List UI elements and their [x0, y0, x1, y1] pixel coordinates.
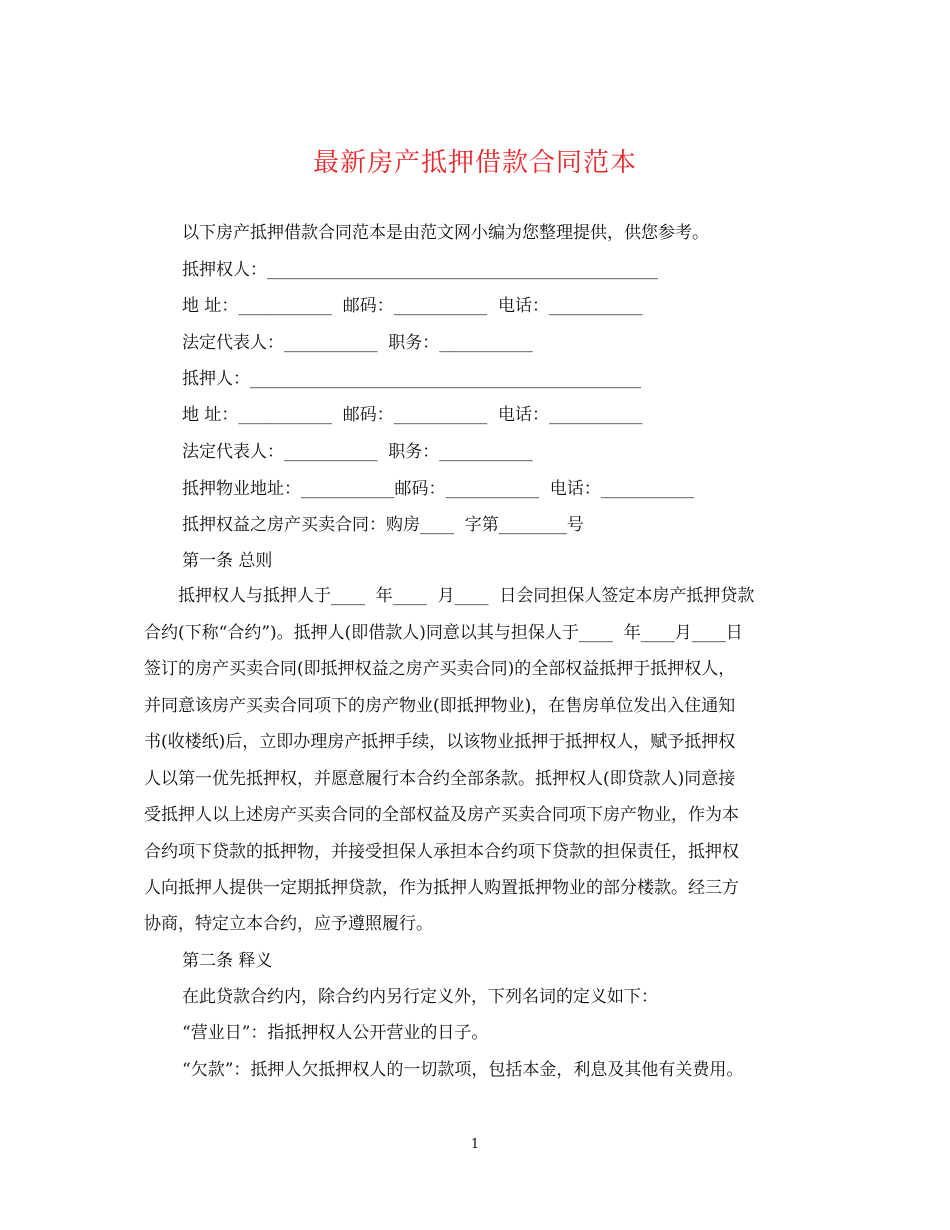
mortgagor-address-line: 地 址：___________ 邮码：___________ 电话：___________: [182, 405, 643, 425]
mortgagee-line: 抵押权人：______________________________________________: [182, 260, 658, 280]
article-2-heading: 第二条 释义: [182, 951, 273, 971]
article-1-row: 合约项下贷款的抵押物，并接受担保人承担本合约项下贷款的担保责任，抵押权: [144, 842, 739, 862]
article-1-row: 合约(下称“合约”)。抵押人(即借款人)同意以其与担保人于____ 年____月____日: [144, 623, 743, 643]
definition-arrears: “欠款”：抵押人欠抵押权人的一切款项，包括本金，利息及其他有关费用。: [182, 1060, 744, 1080]
purchase-contract-line: 抵押权益之房产买卖合同：购房____ 字第________号: [182, 515, 584, 535]
article-1-heading: 第一条 总则: [182, 551, 273, 571]
definitions-intro: 在此贷款合约内，除合约内另行定义外，下列名词的定义如下：: [182, 987, 658, 1007]
mortgagor-representative-line: 法定代表人：___________ 职务：___________: [182, 442, 533, 462]
article-1-row: 并同意该房产买卖合同项下的房产物业(即抵押物业)，在售房单位发出入住通知: [144, 696, 736, 716]
article-1-row: 抵押权人与抵押人于____ 年____ 月____ 日会同担保人签定本房产抵押贷款: [144, 586, 755, 606]
article-1-row: 人向抵押人提供一定期抵押贷款，作为抵押人购置抵押物业的部分楼款。经三方: [144, 878, 739, 898]
mortgagee-representative-line: 法定代表人：___________ 职务：___________: [182, 333, 533, 353]
page-number: 1: [470, 1137, 480, 1152]
article-1-row: 受抵押人以上述房产买卖合同的全部权益及房产买卖合同项下房产物业，作为本: [144, 805, 739, 825]
mortgagee-address-line: 地 址：___________ 邮码：___________ 电话：___________: [182, 296, 643, 316]
article-1-row: 签订的房产买卖合同(即抵押权益之房产买卖合同)的全部权益抵押于抵押权人，: [144, 659, 736, 679]
definition-business-day: “营业日”：指抵押权人公开营业的日子。: [182, 1023, 489, 1043]
property-address-line: 抵押物业地址：___________邮码：___________ 电话：___________: [182, 479, 695, 499]
article-1-row: 人以第一优先抵押权，并愿意履行本合约全部条款。抵押权人(即贷款人)同意接: [144, 769, 736, 789]
document-title: 最新房产抵押借款合同范本: [312, 148, 637, 178]
article-1-row: 协商，特定立本合约，应予遵照履行。: [144, 914, 433, 934]
mortgagor-line: 抵押人：______________________________________________: [182, 369, 641, 389]
article-1-row: 书(收楼纸)后，立即办理房产抵押手续，以该物业抵押于抵押权人，赋予抵押权: [144, 732, 736, 752]
intro-line: 以下房产抵押借款合同范本是由范文网小编为您整理提供，供您参考。: [182, 223, 709, 243]
